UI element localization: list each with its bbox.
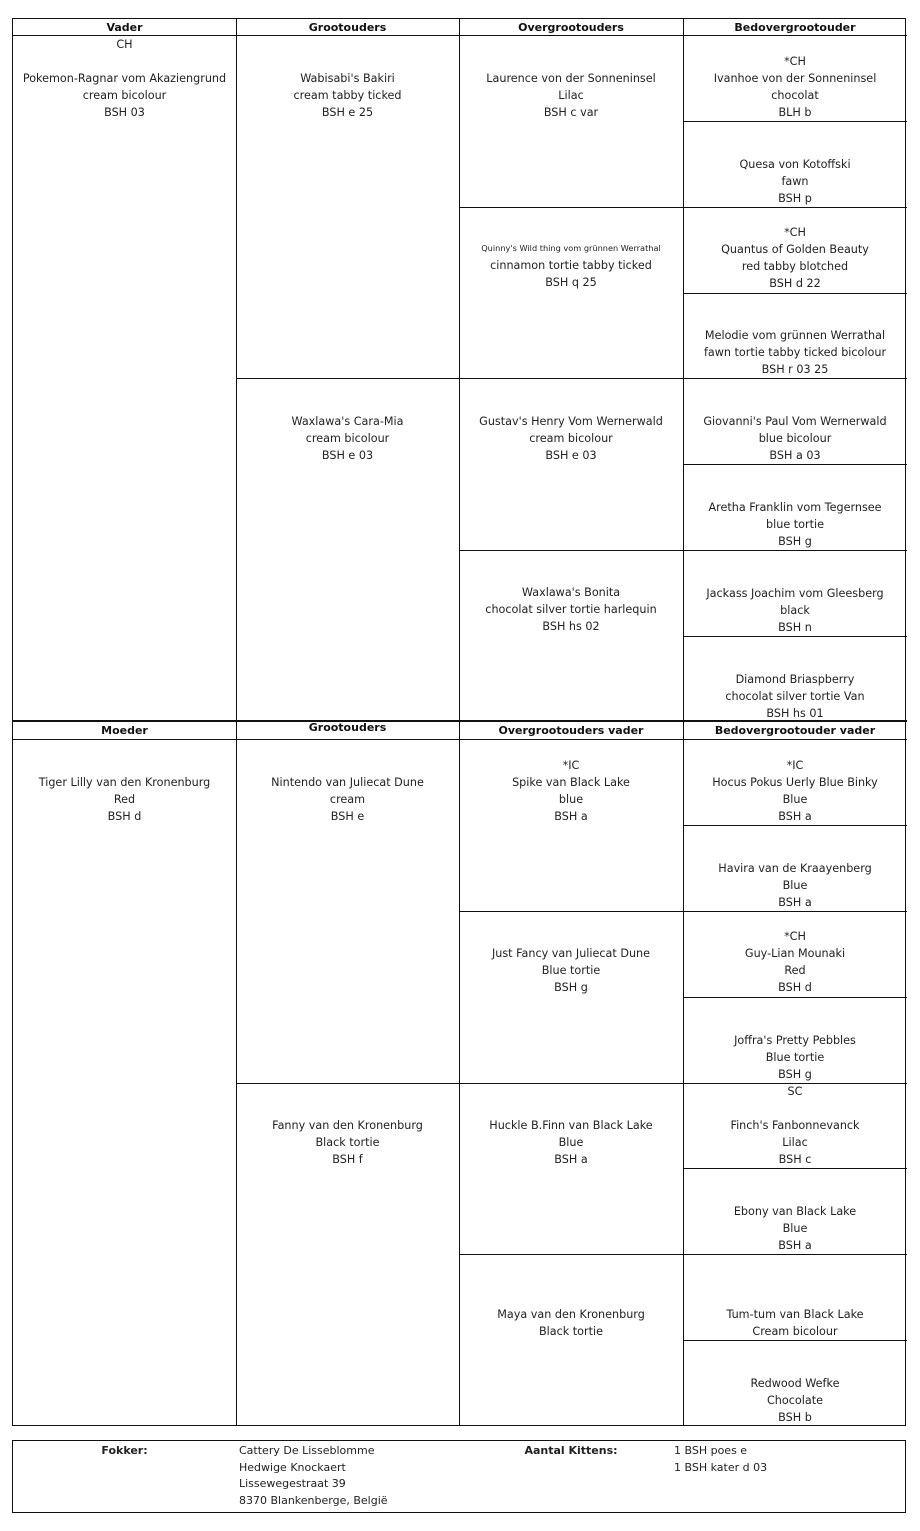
dam-great-grandparent: Just Fancy van Juliecat Dune Blue tortie BSH g (491, 947, 651, 994)
header-moeder: Moeder (101, 724, 148, 737)
dam-great-great-grandparent: SC Finch's Fanbonnevanck Lilac BSH c (730, 1085, 860, 1166)
row-divider (459, 550, 907, 551)
sire-great-great-grandparent: *CH Quantus of Golden Beauty red tabby blotched BSH d 22 (721, 226, 869, 290)
sire-great-grandparent: Quinny's Wild thing vom grünnen Werrathal cinnamon tortie tabby ticked BSH q 25 (481, 243, 661, 289)
sire-grandparent: Wabisabi's Bakiri cream tabby ticked BSH e 25 (293, 72, 402, 119)
header-overgrootouders-vader: Overgrootouders vader (498, 724, 644, 737)
header-vader: Vader (106, 21, 143, 34)
dam-great-grandparent: *IC Spike van Black Lake blue BSH a (512, 759, 630, 823)
dam-great-great-grandparent: Havira van de Kraayenberg Blue BSH a (718, 862, 872, 909)
breeder-label: Fokker: (101, 1444, 148, 1457)
row-divider (683, 1168, 907, 1169)
sire-great-grandparent: Gustav's Henry Vom Wernerwald cream bicolour BSH e 03 (479, 415, 663, 462)
dam-great-great-grandparent: *IC Hocus Pokus Uerly Blue Binky Blue BSH a (712, 759, 878, 823)
sire-great-grandparent: Waxlawa's Bonita chocolat silver tortie harlequin BSH hs 02 (485, 586, 657, 633)
dam-great-great-grandparent: Redwood Wefke Chocolate BSH b (750, 1377, 840, 1424)
dam-great-great-grandparent: Ebony van Black Lake Blue BSH a (733, 1205, 857, 1252)
dam-great-great-grandparent: *CH Guy-Lian Mounaki Red BSH d (744, 930, 846, 994)
header-grootouders-dam: Grootouders (308, 721, 387, 734)
row-divider (459, 207, 907, 208)
sire-grandparent: Waxlawa's Cara-Mia cream bicolour BSH e 03 (291, 415, 404, 462)
kittens-label: Aantal Kittens: (524, 1444, 618, 1457)
sire-great-grandparent: Laurence von der Sonneninsel Lilac BSH c var (486, 72, 656, 119)
breeder-details: Cattery De Lisseblomme Hedwige Knockaert Lissewegestraat 39 8370 Blankenberge, België (239, 1444, 388, 1507)
dam-great-great-grandparent: Joffra's Pretty Pebbles Blue tortie BSH g (734, 1034, 856, 1081)
row-divider (236, 378, 907, 379)
header-bedovergrootouder: Bedovergrootouder (734, 21, 856, 34)
sire-great-great-grandparent: Melodie vom grünnen Werrathal fawn tortie tabby ticked bicolour BSH r 03 25 (703, 329, 887, 376)
row-divider (683, 825, 907, 826)
sire-parent: CH Pokemon-Ragnar vom Akaziengrund cream bicolour BSH 03 (22, 38, 227, 119)
row-divider (683, 464, 907, 465)
dam-parent: Tiger Lilly van den Kronenburg Red BSH d (38, 776, 211, 823)
dam-great-grandparent: Huckle B.Finn van Black Lake Blue BSH a (489, 1119, 653, 1166)
row-divider (683, 1340, 907, 1341)
sire-great-great-grandparent: Aretha Franklin vom Tegernsee blue tortie BSH g (708, 501, 882, 548)
header-bedovergrootouder-vader: Bedovergrootouder vader (714, 724, 876, 737)
row-divider (683, 121, 907, 122)
pedigree-table (12, 18, 906, 1426)
header-overgrootouders: Overgrootouders (518, 21, 624, 34)
row-divider (683, 293, 907, 294)
column-divider (459, 19, 460, 1425)
kittens-details: 1 BSH poes e 1 BSH kater d 03 (674, 1444, 768, 1474)
dam-grandparent: Nintendo van Juliecat Dune cream BSH e (271, 776, 424, 823)
header-rule (13, 739, 907, 740)
row-divider (459, 1254, 907, 1255)
row-divider (683, 997, 907, 998)
row-divider (459, 911, 907, 912)
sire-great-great-grandparent: Giovanni's Paul Vom Wernerwald blue bicolour BSH a 03 (703, 415, 887, 462)
row-divider (683, 636, 907, 637)
dam-grandparent: Fanny van den Kronenburg Black tortie BSH f (272, 1119, 423, 1166)
header-grootouders: Grootouders (308, 21, 387, 34)
sire-great-great-grandparent: Jackass Joachim vom Gleesberg black BSH n (706, 587, 884, 634)
dam-great-grandparent: Maya van den Kronenburg Black tortie (497, 1308, 645, 1338)
breeder-info-box (12, 1440, 906, 1513)
sire-great-great-grandparent: Quesa von Kotoffski fawn BSH p (739, 158, 851, 205)
sire-great-great-grandparent: *CH Ivanhoe von der Sonneninsel chocolat BLH b (713, 55, 877, 119)
dam-great-great-grandparent: Tum-tum van Black Lake Cream bicolour (726, 1308, 864, 1338)
sire-great-great-grandparent: Diamond Briaspberry chocolat silver tortie Van BSH hs 01 (725, 673, 865, 720)
